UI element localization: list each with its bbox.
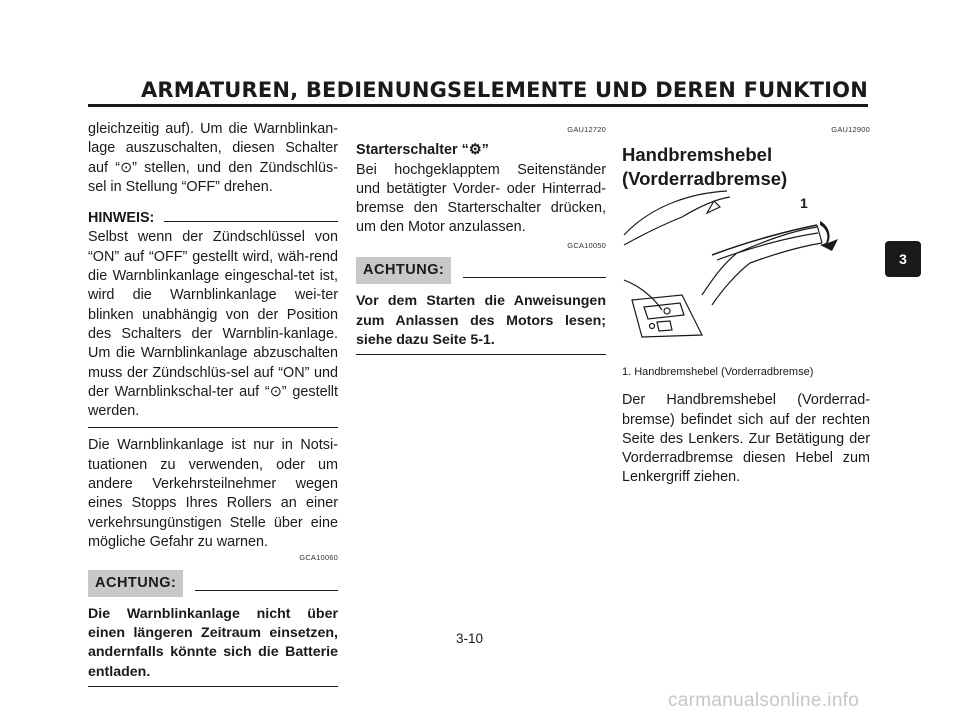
hinweis-label: HINWEIS: (88, 210, 155, 227)
intro-paragraph: gleichzeitig auf). Um die Warnblinkan-lage auszuschalten, diesen Schalter auf “⊙” stellen, und den Zündschlüs-sel in Stellung “OFF” drehen. (88, 121, 338, 195)
starter-switch-title: Starterschalter “⚙” (356, 142, 489, 159)
left-achtung-line (195, 590, 338, 591)
page-header: ARMATUREN, BEDIENUNGSELEMENTE UND DEREN FUNKTION (140, 78, 868, 102)
middle-achtung-heading (356, 257, 606, 284)
brake-lever-title: Handbremshebel (Vorderradbremse) (622, 144, 788, 190)
middle-achtung-text: Vor dem Starten die Anweisungen zum Anlassen des Motors lesen; siehe dazu Seite 5-1. (356, 293, 606, 348)
middle-code-2: GCA10050 (567, 240, 606, 250)
header-rule (88, 104, 868, 107)
figure-callout-number: 1 (800, 195, 808, 211)
left-achtung-heading (88, 570, 338, 597)
pull-arrow-icon (820, 221, 838, 251)
left-column (88, 120, 338, 687)
handlebar-illustration (622, 185, 846, 340)
middle-column (356, 120, 606, 355)
middle-achtung-line (463, 277, 606, 278)
hinweis-text: Selbst wenn der Zündschlüssel von “ON” auf “OFF” gestellt wird, wäh-rend die Warnblinkanlage eingeschal-tet ist, wird die Warnblinkanlage wei-ter blinken unabhängig von der Position des Schalters der Warnblin-kanlage. Um die Warnblinkanlage abzuschalten muss der Zündschlüs-sel auf “ON” und der Warnblinkschal-ter auf “⊙” gestellt werden. (88, 229, 338, 420)
left-achtung-text: Die Warnblinkanlage nicht über einen längeren Zeitraum einsetzen, andernfalls könnte sich die Batterie entladen. (88, 605, 338, 680)
figure-caption: 1. Handbremshebel (Vorderradbremse) (622, 366, 814, 379)
middle-achtung-end-rule (356, 354, 606, 355)
left-achtung-label: ACHTUNG: (88, 570, 183, 597)
brake-paragraph: Der Handbremshebel (Vorderrad-bremse) befindet sich auf der rechten Seite des Lenkers. Zur Betätigung der Vorderradbremse diesen Hebel zum Lenkergriff ziehen. (622, 392, 870, 486)
starter-paragraph: Bei hochgeklapptem Seitenständer und betätigter Vorder- oder Hinterrad-bremse den Starterschalter drücken, um den Motor anzulassen. (356, 161, 606, 236)
brake-lever-figure (622, 185, 846, 340)
right-code: GAU12900 (831, 125, 870, 134)
left-achtung-end-rule (88, 686, 338, 687)
hinweis-end-rule (88, 427, 338, 428)
middle-achtung-label: ACHTUNG: (356, 257, 451, 284)
warning-paragraph: Die Warnblinkanlage ist nur in Notsi-tuationen zu verwenden, oder um andere Verkehrsteilnehmer wegen eines Stopps Ihres Rollers an einer verkehrsungünstigen Stelle über eine mögliche Gefahr zu warnen. (88, 437, 338, 550)
chapter-tab[interactable]: 3 (885, 241, 921, 277)
watermark: carmanualsonline.info (668, 690, 860, 711)
hinweis-heading (88, 209, 338, 228)
hinweis-line (164, 221, 338, 222)
middle-code-1: GAU12720 (567, 125, 606, 134)
left-code: GCA10060 (299, 553, 338, 563)
page-number: 3-10 (456, 631, 484, 646)
